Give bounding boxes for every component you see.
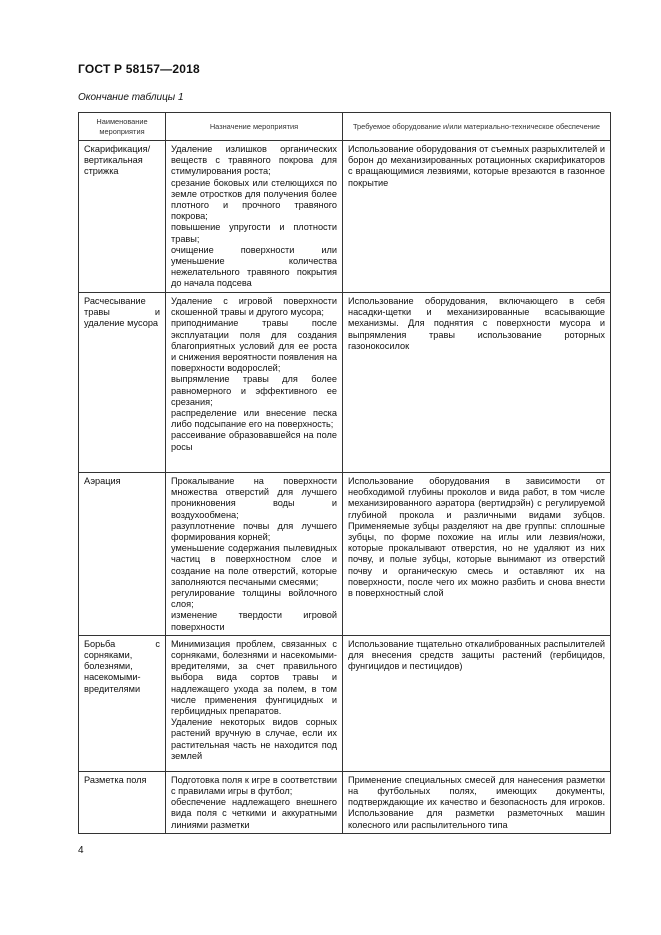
- table-row: [79, 635, 611, 771]
- column-header-name: Наименование мероприятия: [79, 113, 166, 141]
- measure-equipment-text: Использование оборудования, включающего в себя насадки-щетки и механизированные всасывающие механизмы. Для поднятия с поверхности мусора и выпрямления травы использование роторных газонокосилок: [348, 296, 605, 351]
- measure-name-text: Аэрация: [84, 476, 121, 486]
- table-row: [79, 473, 611, 636]
- table-row: [79, 771, 611, 833]
- table-header-row: [79, 113, 611, 141]
- table-caption: Окончание таблицы 1: [78, 92, 184, 103]
- document-header: ГОСТ Р 58157—2018: [78, 62, 200, 76]
- measure-name-text: Борьба с сорняками, болезнями, насекомыми-вредителями: [84, 638, 160, 694]
- table-row: [79, 141, 611, 293]
- measure-purpose-text: Подготовка поля к игре в соответствии с правилами игры в футбол; обеспечение надлежащего внешнего вида поля с четкими и аккуратными линиями разметки: [171, 774, 337, 830]
- measure-purpose: [166, 293, 343, 473]
- page-number: 4: [78, 845, 84, 856]
- measure-name-text: Расчесывание травы и удаление мусора: [84, 296, 160, 329]
- measure-equipment: [343, 141, 611, 293]
- column-header-equipment: Требуемое оборудование и/или материально-техническое обеспечение: [343, 113, 611, 141]
- measure-equipment: [343, 293, 611, 473]
- measure-name: [79, 771, 166, 833]
- measure-purpose: [166, 635, 343, 771]
- measure-purpose-text: Удаление излишков органических веществ с травяного покрова для стимулирования роста; срезание боковых или стелющихся по земле отростков для получения более плотного и прочного травяного покрова; повышение упругости и плотности травы; очищение поверхности или уменьшение количества нежелательного травяного покрытия до начала подсева: [171, 144, 337, 289]
- measure-equipment-text: Использование оборудования от съемных разрыхлителей и борон до механизированных ротационных скарификаторов с вращающимися лезвиями, которые врезаются в газонное покрытие: [348, 144, 605, 188]
- measure-equipment-text: Использование тщательно откалиброванных распылителей для внесения средств защиты растений (гербицидов, фунгицидов и пестицидов): [348, 638, 605, 672]
- measures-table: [78, 112, 611, 834]
- measure-purpose: [166, 771, 343, 833]
- measure-purpose-text: Прокалывание на поверхности множества отверстий для лучшего проникновения воды и воздухообмена; разуплотнение почвы для лучшего формирования корней; уменьшение содержания пылевидных частиц в поверхностном слое и создание на поле отверстий, которые заполняются песчаными смесями; регулирование толщины войлочного слоя; изменение твердости игровой поверхности: [171, 476, 337, 632]
- measure-purpose: [166, 473, 343, 636]
- measure-equipment: [343, 771, 611, 833]
- column-header-purpose: Назначение мероприятия: [166, 113, 343, 141]
- measure-name: [79, 141, 166, 293]
- measure-equipment-text: Использование оборудования в зависимости от необходимой глубины проколов и вида работ, в том числе механизированного аэратора (вертидрэйн) с регулируемой глубиной прокола и различными видами зубцов. Применяемые зубцы разделяют на две группы: сплошные зубцы, по форме похожие на иглы или лезвия/ножи, которые прокалывают отверстия, но не удаляют из них почву, и полые зубцы, которые вынимают из отверстий почву и органическую смесь и оставляют их на поверхности, после чего их можно разбить и снова внести в поверхностный слой: [348, 476, 605, 599]
- measure-name: [79, 293, 166, 473]
- measure-name-text: Скарификация/ вертикальная стрижка: [84, 144, 151, 177]
- measure-purpose: [166, 141, 343, 293]
- measure-name: [79, 473, 166, 636]
- measure-equipment: [343, 635, 611, 771]
- measure-equipment-text: Применение специальных смесей для нанесения разметки на футбольных полях, имеющих документы, подтверждающие их качество и безопасность для игроков. Использование для разметки разметочных машин колесного или распылительного типа: [348, 774, 605, 830]
- measure-purpose-text: Минимизация проблем, связанных с сорняками, болезнями и насекомыми-вредителями, за счет правильного выбора вида сортов травы и надлежащего ухода за полем, в том числе применения фунгицидных и гербицидных препаратов. Удаление некоторых видов сорных растений вручную в случае, если их растительная часть не находится под землей: [171, 638, 337, 761]
- table-row: [79, 293, 611, 473]
- measure-equipment: [343, 473, 611, 636]
- measure-name: [79, 635, 166, 771]
- measure-purpose-text: Удаление с игровой поверхности скошенной травы и другого мусора; приподнимание травы после эксплуатации поля для создания благоприятных условий для ее роста и снижения вероятности появления на поверхности водорослей; выпрямление травы для более равномерного и эффективного ее срезания; распределение или внесение песка либо подсыпание его на поверхность; рассеивание образовавшейся на поле росы: [171, 296, 337, 452]
- measure-name-text: Разметка поля: [84, 774, 147, 785]
